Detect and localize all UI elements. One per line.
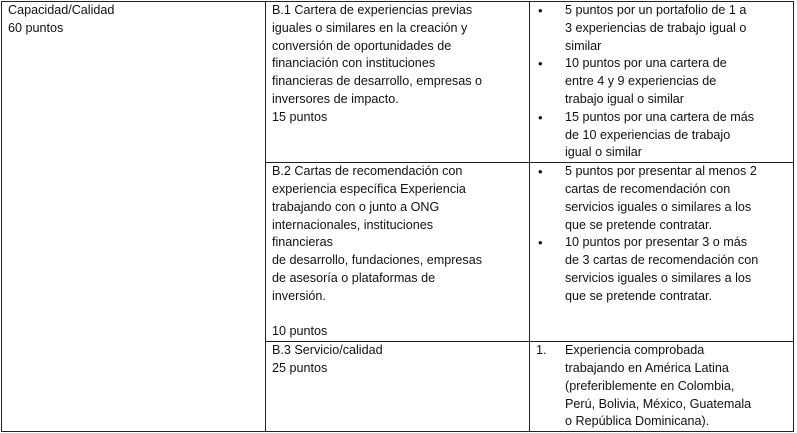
list-item-line: trabajo igual o similar xyxy=(565,91,684,106)
bullet-icon: • xyxy=(538,235,543,251)
criterion-line: de asesoría o plataformas de xyxy=(272,270,436,285)
criterion-line: inversores de impacto. xyxy=(272,91,399,106)
list-item-line: servicios iguales o similares a los xyxy=(565,270,752,285)
criterion-line: B.1 Cartera de experiencias previas xyxy=(272,3,473,17)
criterion-line: financiación con instituciones xyxy=(272,56,436,71)
list-item-line: o República Dominicana). xyxy=(565,414,710,429)
list-item-line: (preferiblemente en Colombia, xyxy=(565,378,735,393)
list-item-line: Perú, Bolivia, México, Guatemala xyxy=(565,396,752,411)
table-row xyxy=(2,2,794,163)
list-number: 1. xyxy=(536,343,547,358)
list-item-line: 10 puntos por una cartera de xyxy=(565,56,727,71)
list-item xyxy=(536,2,793,55)
bullet-icon: • xyxy=(538,109,543,125)
list-item-line: 5 puntos por presentar al menos 2 xyxy=(565,164,757,179)
list-item-line: de 10 experiencias de trabajo xyxy=(565,127,731,142)
list-item xyxy=(536,234,793,305)
criterion-points: 10 puntos xyxy=(272,324,328,339)
list-item-line: servicios iguales o similares a los xyxy=(565,199,752,214)
criterion-line: inversión. xyxy=(272,288,326,303)
list-item-line: Experiencia comprobada xyxy=(565,343,705,358)
list-item-line: entre 4 y 9 experiencias de xyxy=(565,74,717,89)
section-points: 60 puntos xyxy=(8,20,64,35)
list-item-line: 10 puntos por presentar 3 o más xyxy=(565,235,748,250)
criterion-line: trabajando con o junto a ONG xyxy=(272,199,440,214)
list-item-line: cartas de recomendación con xyxy=(565,181,731,196)
criterion-points: 15 puntos xyxy=(272,109,328,124)
list-item-line: igual o similar xyxy=(565,145,642,160)
list-item-line: que se pretende contratar. xyxy=(565,217,713,232)
list-item-line: 5 puntos por un portafolio de 1 a xyxy=(565,3,747,17)
list-item-line: 15 puntos por una cartera de más xyxy=(565,109,755,124)
list-item xyxy=(536,109,793,162)
scoring-list xyxy=(536,163,793,305)
bullet-icon: • xyxy=(538,56,543,72)
scoring-list xyxy=(536,2,793,162)
criterion-line: B.2 Cartas de recomendación con xyxy=(272,164,463,179)
list-item-line: que se pretende contratar. xyxy=(565,288,713,303)
list-item-line: trabajando en América Latina xyxy=(565,360,729,375)
list-item xyxy=(536,342,793,431)
criterion-line: conversión de oportunidades de xyxy=(272,38,452,53)
scoring-cell xyxy=(530,2,794,163)
list-item xyxy=(536,55,793,108)
criterion-line: iguales o similares en la creación y xyxy=(272,20,468,35)
criterion-cell xyxy=(266,342,530,432)
scoring-cell xyxy=(530,342,794,432)
evaluation-criteria-table xyxy=(1,1,794,432)
blank-line xyxy=(272,306,529,324)
list-item xyxy=(536,163,793,234)
criterion-line: financieras xyxy=(272,235,333,250)
scoring-list xyxy=(536,342,793,431)
list-item-line: de 3 cartas de recomendación con xyxy=(565,253,759,268)
criterion-line: B.3 Servicio/calidad xyxy=(272,343,383,358)
section-cell xyxy=(2,2,266,432)
criterion-points: 25 puntos xyxy=(272,360,328,375)
criterion-line: financieras de desarrollo, empresas o xyxy=(272,74,483,89)
list-item-line: 3 experiencias de trabajo igual o xyxy=(565,20,747,35)
list-item-line: similar xyxy=(565,38,602,53)
bullet-icon: • xyxy=(538,164,543,180)
criterion-line: internacionales, instituciones xyxy=(272,217,434,232)
bullet-icon: • xyxy=(538,3,543,18)
criterion-line: de desarrollo, fundaciones, empresas xyxy=(272,253,483,268)
criterion-cell xyxy=(266,163,530,342)
criterion-line: experiencia específica Experiencia xyxy=(272,181,466,196)
section-title: Capacidad/Calidad xyxy=(8,3,115,17)
criterion-cell xyxy=(266,2,530,163)
scoring-cell xyxy=(530,163,794,342)
